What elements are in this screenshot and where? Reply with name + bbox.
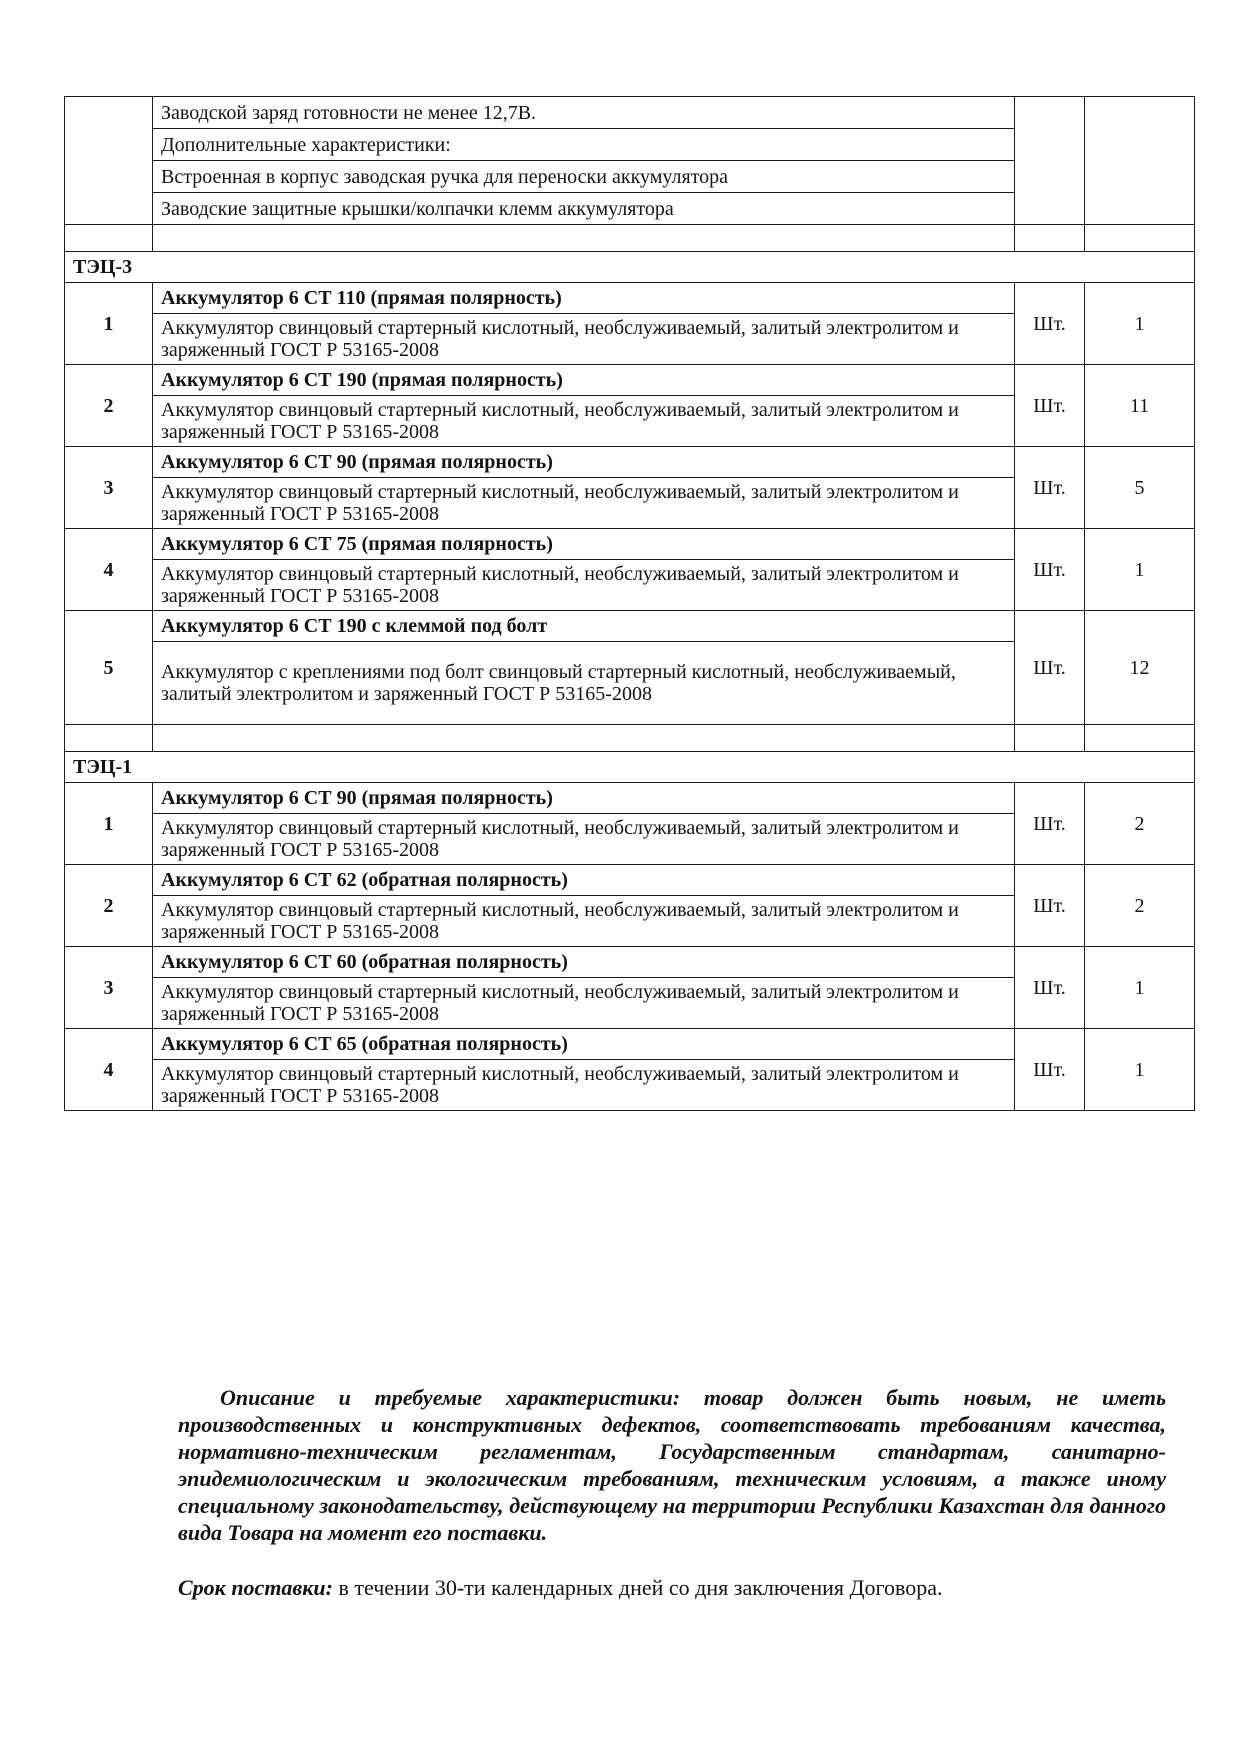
table-row — [65, 97, 1195, 129]
item-quantity: 1 — [1085, 529, 1195, 611]
table-row — [65, 365, 1195, 396]
num-cell — [65, 97, 153, 225]
item-unit: Шт. — [1015, 529, 1085, 611]
table-row — [65, 447, 1195, 478]
section-row — [65, 252, 1195, 283]
empty-row — [65, 225, 1195, 252]
item-unit: Шт. — [1015, 783, 1085, 865]
item-title: Аккумулятор 6 СТ 90 (прямая полярность) — [153, 447, 1015, 478]
item-description: Аккумулятор свинцовый стартерный кислотный, необслуживаемый, залитый электролитом и заряженный ГОСТ Р 53165-2008 — [153, 560, 1015, 611]
item-quantity: 1 — [1085, 283, 1195, 365]
unit-cell — [1015, 97, 1085, 225]
item-number: 1 — [65, 783, 153, 865]
item-quantity: 12 — [1085, 611, 1195, 725]
item-description: Аккумулятор свинцовый стартерный кислотный, необслуживаемый, залитый электролитом и заряженный ГОСТ Р 53165-2008 — [153, 478, 1015, 529]
item-description: Аккумулятор свинцовый стартерный кислотный, необслуживаемый, залитый электролитом и заряженный ГОСТ Р 53165-2008 — [153, 814, 1015, 865]
item-number: 3 — [65, 947, 153, 1029]
footer-text — [178, 1384, 1166, 1623]
table-row — [65, 783, 1195, 814]
item-description: Аккумулятор свинцовый стартерный кислотный, необслуживаемый, залитый электролитом и заряженный ГОСТ Р 53165-2008 — [153, 1060, 1015, 1111]
item-quantity: 2 — [1085, 865, 1195, 947]
item-quantity: 1 — [1085, 1029, 1195, 1111]
item-title: Аккумулятор 6 СТ 90 (прямая полярность) — [153, 783, 1015, 814]
item-quantity: 2 — [1085, 783, 1195, 865]
item-unit: Шт. — [1015, 611, 1085, 725]
item-number: 1 — [65, 283, 153, 365]
description-paragraph: Описание и требуемые характеристики: товар должен быть новым, не иметь производственных и конструктивных дефектов, соответствовать требованиям качества, нормативно-техническим регламентам, Государственным стандартам, санитарно-эпидемиологическим и экологическим требованиям, техническим условиям, а также иному специальному законодательству, действующему на территории Республики Казахстан для данного вида Товара на момент его поставки. — [178, 1385, 1166, 1545]
item-unit: Шт. — [1015, 447, 1085, 529]
item-number: 2 — [65, 365, 153, 447]
item-number: 4 — [65, 1029, 153, 1111]
item-description: Аккумулятор с креплениями под болт свинцовый стартерный кислотный, необслуживаемый, залитый электролитом и заряженный ГОСТ Р 53165-2008 — [153, 642, 1015, 725]
item-unit: Шт. — [1015, 283, 1085, 365]
item-quantity: 5 — [1085, 447, 1195, 529]
item-title: Аккумулятор 6 СТ 62 (обратная полярность) — [153, 865, 1015, 896]
item-number: 3 — [65, 447, 153, 529]
delivery-paragraph — [178, 1574, 1166, 1601]
section-title: ТЭЦ-3 — [65, 252, 1195, 283]
item-title: Аккумулятор 6 СТ 75 (прямая полярность) — [153, 529, 1015, 560]
table-row — [65, 947, 1195, 978]
item-title: Аккумулятор 6 СТ 65 (обратная полярность) — [153, 1029, 1015, 1060]
empty-row — [65, 725, 1195, 752]
item-quantity: 11 — [1085, 365, 1195, 447]
table-row — [65, 1029, 1195, 1060]
spec-line: Заводской заряд готовности не менее 12,7В. — [153, 97, 1015, 129]
item-title: Аккумулятор 6 СТ 110 (прямая полярность) — [153, 283, 1015, 314]
delivery-text: в течении 30-ти календарных дней со дня заключения Договора. — [338, 1575, 943, 1600]
table-row — [65, 865, 1195, 896]
item-description: Аккумулятор свинцовый стартерный кислотный, необслуживаемый, залитый электролитом и заряженный ГОСТ Р 53165-2008 — [153, 978, 1015, 1029]
item-number: 4 — [65, 529, 153, 611]
specification-sheet — [64, 96, 1194, 1111]
item-description: Аккумулятор свинцовый стартерный кислотный, необслуживаемый, залитый электролитом и заряженный ГОСТ Р 53165-2008 — [153, 896, 1015, 947]
spec-line: Встроенная в корпус заводская ручка для переноски аккумулятора — [153, 161, 1015, 193]
item-quantity: 1 — [1085, 947, 1195, 1029]
item-number: 2 — [65, 865, 153, 947]
specification-table — [64, 96, 1195, 1111]
table-row — [65, 611, 1195, 642]
section-row — [65, 752, 1195, 783]
item-unit: Шт. — [1015, 865, 1085, 947]
spec-line: Заводские защитные крышки/колпачки клемм аккумулятора — [153, 193, 1015, 225]
table-row — [65, 529, 1195, 560]
item-unit: Шт. — [1015, 947, 1085, 1029]
item-title: Аккумулятор 6 СТ 190 (прямая полярность) — [153, 365, 1015, 396]
item-unit: Шт. — [1015, 1029, 1085, 1111]
item-description: Аккумулятор свинцовый стартерный кислотный, необслуживаемый, залитый электролитом и заряженный ГОСТ Р 53165-2008 — [153, 314, 1015, 365]
item-number: 5 — [65, 611, 153, 725]
delivery-label: Срок поставки: — [178, 1575, 333, 1600]
item-description: Аккумулятор свинцовый стартерный кислотный, необслуживаемый, залитый электролитом и заряженный ГОСТ Р 53165-2008 — [153, 396, 1015, 447]
qty-cell — [1085, 97, 1195, 225]
item-title: Аккумулятор 6 СТ 190 с клеммой под болт — [153, 611, 1015, 642]
section-title: ТЭЦ-1 — [65, 752, 1195, 783]
table-row — [65, 283, 1195, 314]
spec-line: Дополнительные характеристики: — [153, 129, 1015, 161]
item-unit: Шт. — [1015, 365, 1085, 447]
item-title: Аккумулятор 6 СТ 60 (обратная полярность) — [153, 947, 1015, 978]
